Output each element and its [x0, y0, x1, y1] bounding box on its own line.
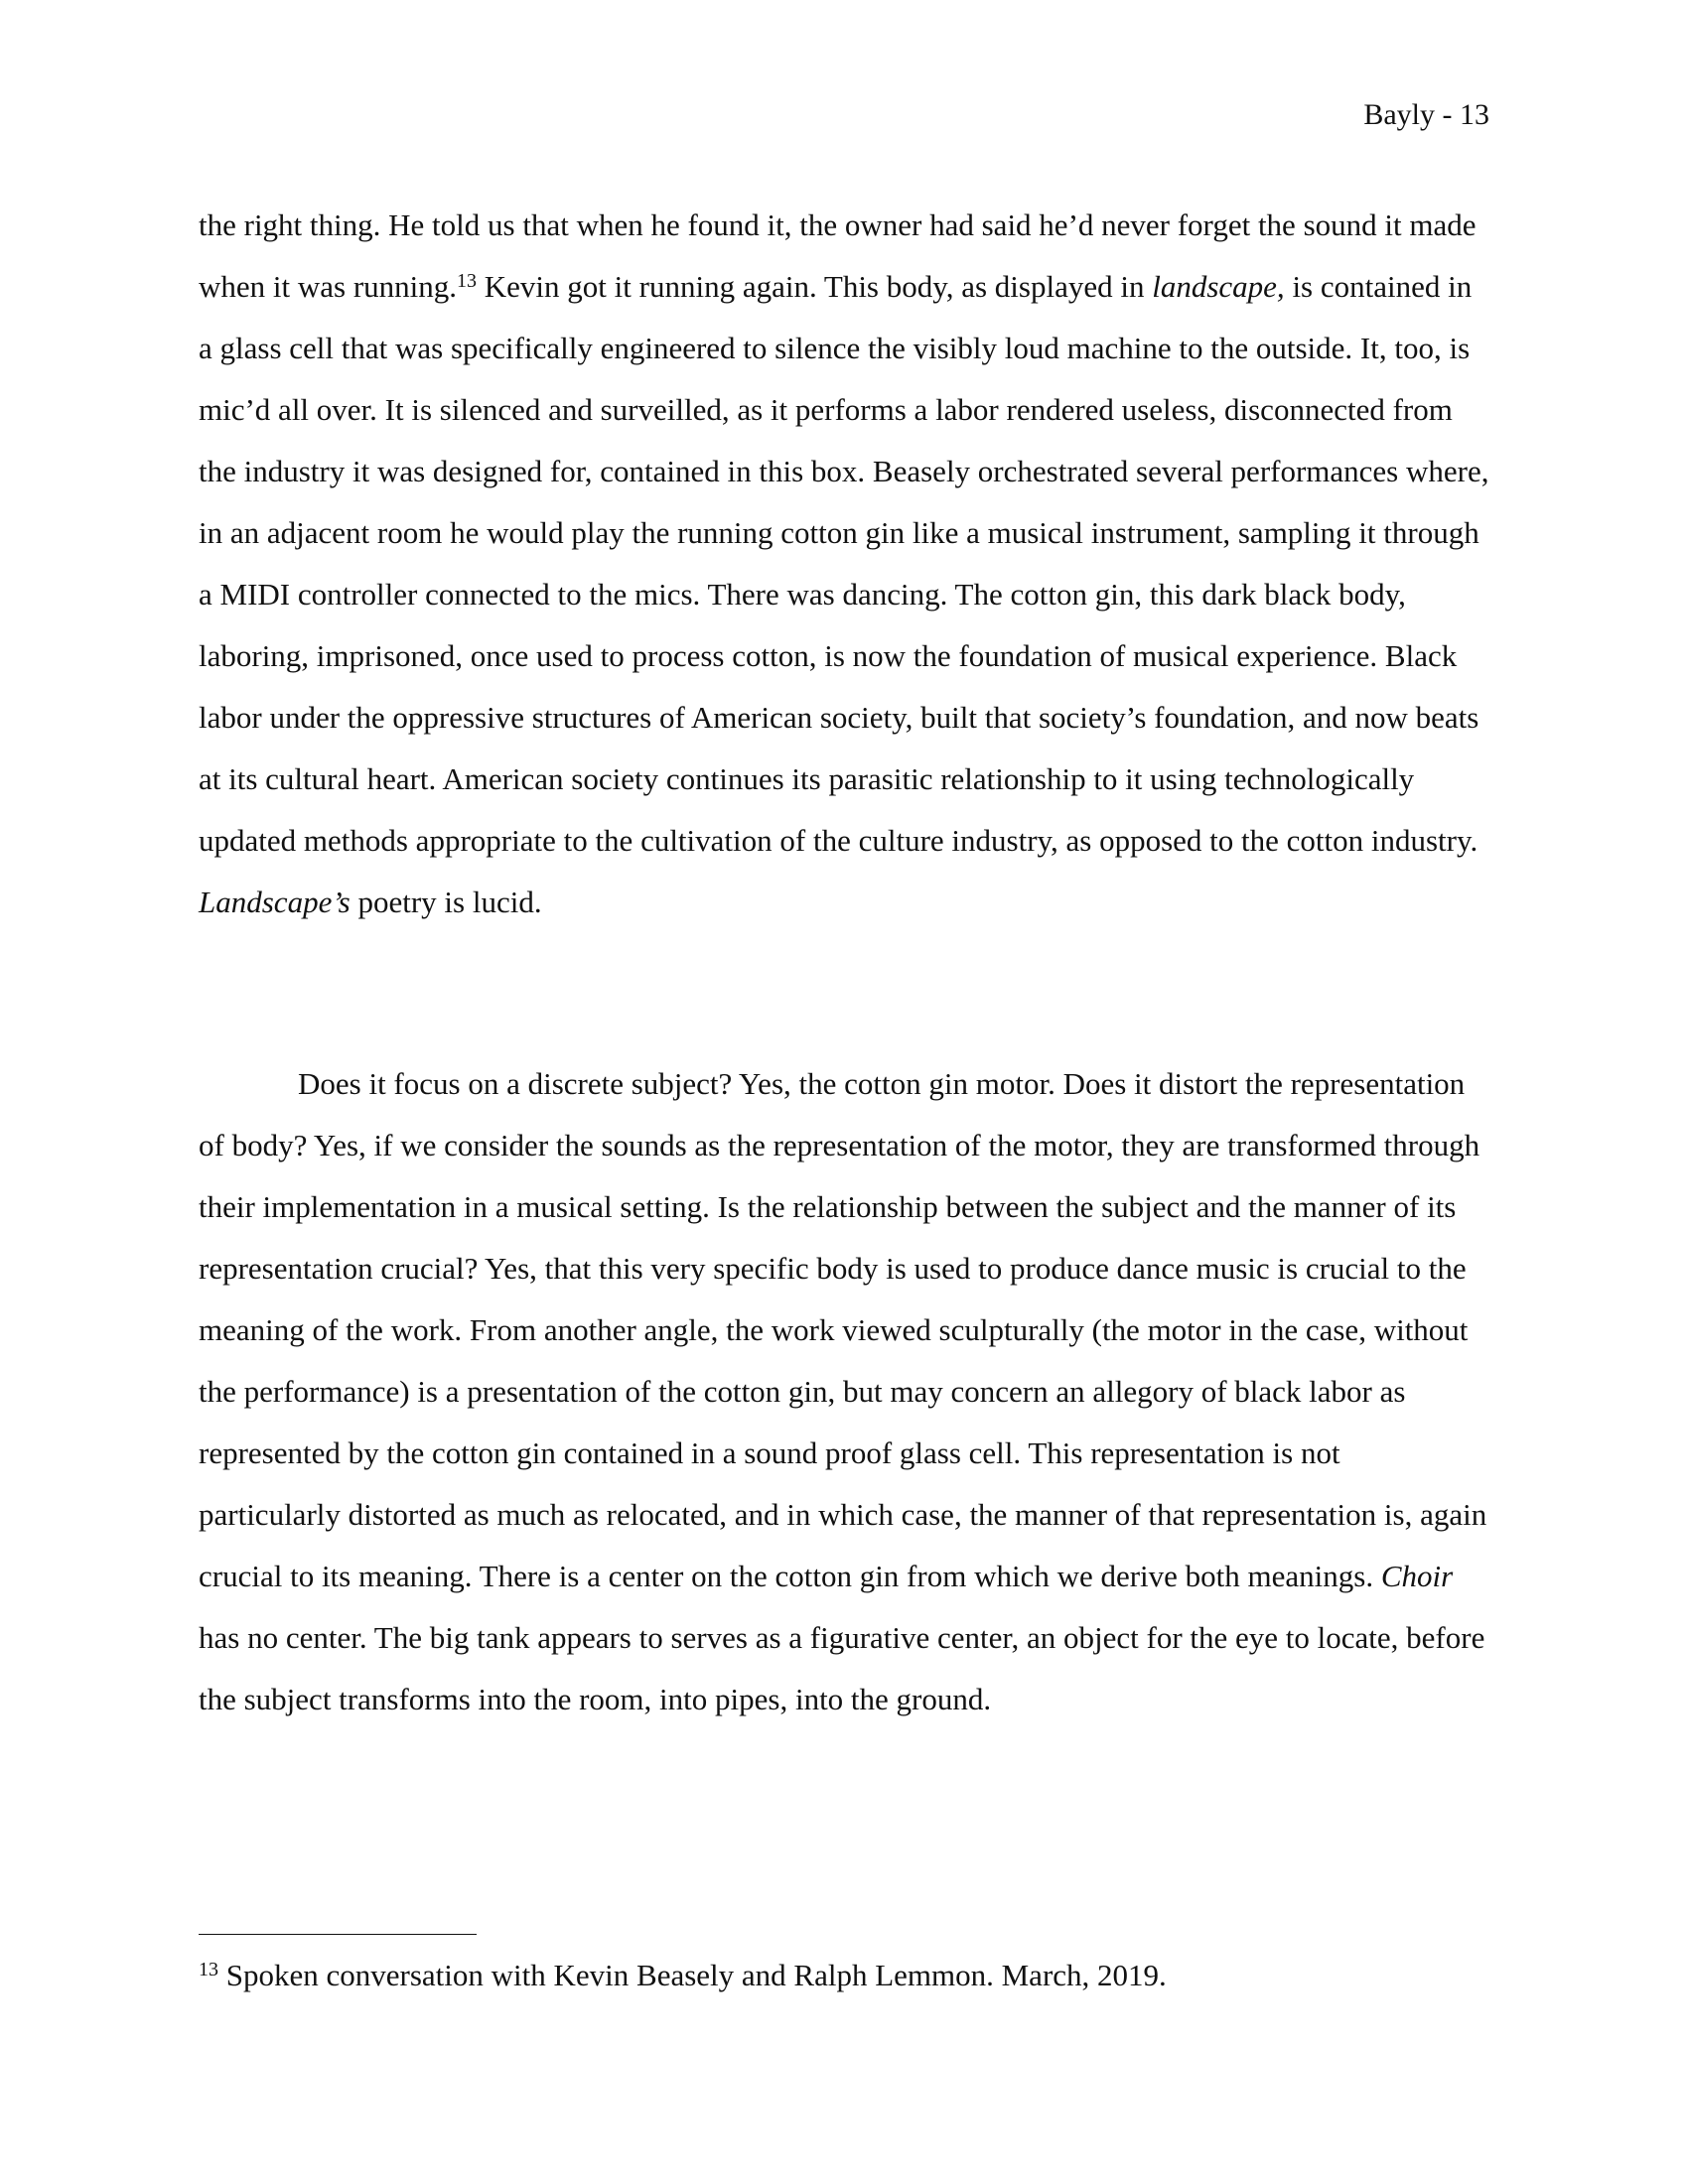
paragraph-2-text-a: Does it focus on a discrete subject? Yes, the cotton gin motor. Does it distort the representation of body? Yes, if we consider the sounds as the representation of the motor, they are transformed through their implementation in a musical setting. Is the relationship between the subject and the manner of its representation crucial? Yes, that this very specific body is used to produce dance music is crucial to the meaning of the work. From another angle, the work viewed sculpturally (the motor in the case, without the performance) is a presentation of the cotton gin, but may concern an allegory of black labor as represented by the cotton gin contained in a sound proof glass cell. This representation is not particularly distorted as much as relocated, and in which case, the manner of that representation is, again crucial to its meaning. There is a center on the cotton gin from which we derive both meanings. [199, 1066, 1487, 1593]
footnote [199, 1954, 1167, 1997]
running-head: Bayly - 13 [1363, 98, 1489, 131]
paragraph-2-text-b: has no center. The big tank appears to serves as a figurative center, an object for the eye to locate, before the subject transforms into the room, into pipes, into the ground. [199, 1620, 1485, 1716]
paragraph-1-text-d: poetry is lucid. [350, 885, 542, 919]
paragraph-1-text-b: Kevin got it running again. This body, as displayed in [477, 269, 1153, 304]
italic-title-choir: Choir [1380, 1559, 1454, 1593]
footnote-number: 13 [199, 1959, 218, 1980]
italic-title-landscape: landscape, [1152, 269, 1285, 304]
paragraph-1-text-c: is contained in a glass cell that was specifically engineered to silence the visibly loud machine to the outside. It, too, is mic’d all over. It is silenced and surveilled, as it performs a labor rendered useless, disconnected from the industry it was designed for, contained in this box. Beasely orchestrated several performances where, in an adjacent room he would play the running cotton gin like a musical instrument, sampling it through a MIDI controller connected to the mics. There was dancing. The cotton gin, this dark black body, laboring, imprisoned, once used to process cotton, is now the foundation of musical experience. Black labor under the oppressive structures of American society, built that society’s foundation, and now beats at its cultural heart. American society continues its parasitic relationship to it using technologically updated methods appropriate to the cultivation of the culture industry, as opposed to the cotton industry. [199, 269, 1489, 858]
italic-title-landscapes: Landscape’s [199, 885, 351, 919]
paragraph-2 [199, 1053, 1489, 1730]
paragraph-1-text-a: the right thing. He told us that when he found it, the owner had said he’d never forget the sound it made when it was running. [199, 207, 1477, 304]
footnote-separator [199, 1934, 477, 1935]
paragraph-1 [199, 195, 1489, 933]
footnote-reference: 13 [457, 270, 478, 292]
footnote-text: Spoken conversation with Kevin Beasely and Ralph Lemmon. March, 2019. [218, 1958, 1167, 1992]
